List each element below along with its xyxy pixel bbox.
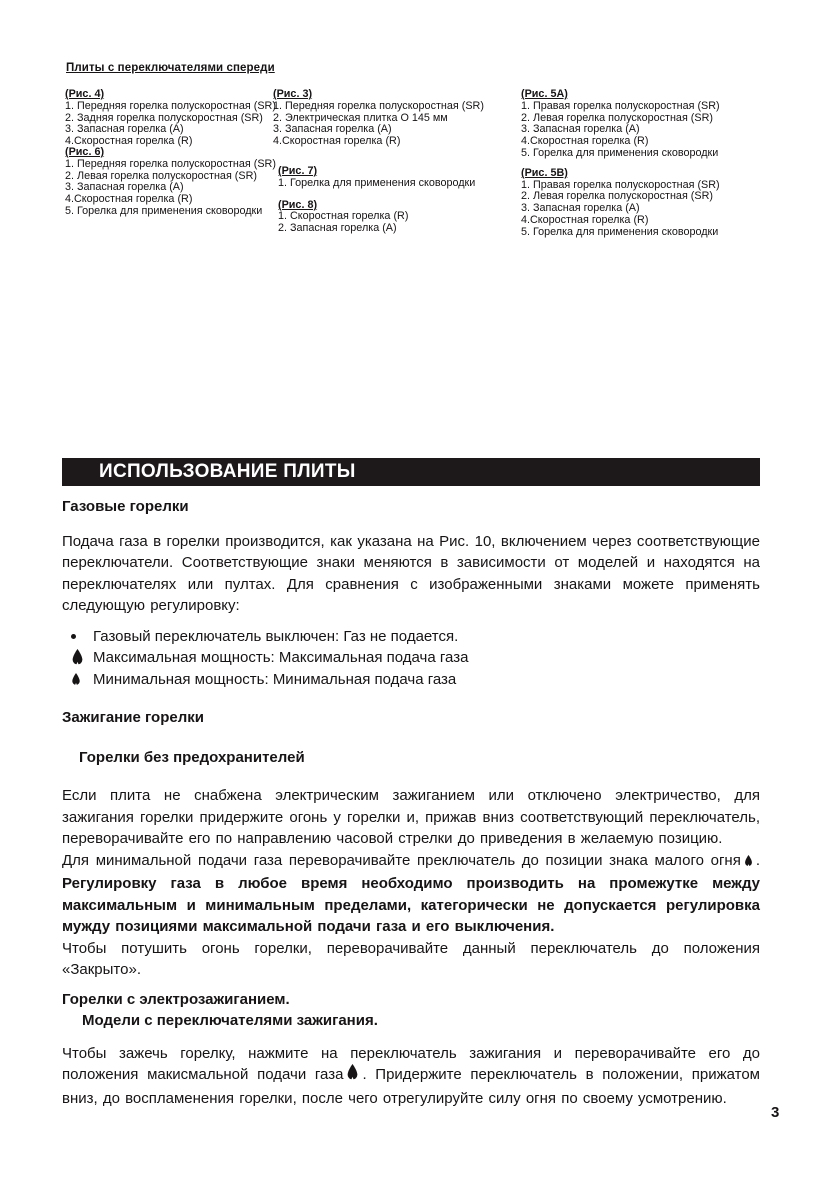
ignition-paragraph-2 [62,850,760,938]
legend-item: 1. Передняя горелка полускоростная (SR) [65,157,276,170]
dot-icon [62,634,93,639]
figure-label: (Рис. 7) [278,164,318,177]
legend-item: 5. Горелка для применения сковородки [65,204,263,217]
legend-item: 1. Горелка для применения сковородки [278,176,476,189]
flame-large-icon [62,649,93,666]
figure-group-fig7 [273,166,484,190]
body-section [62,458,760,1109]
list-item [62,626,760,648]
list-item [62,647,760,669]
gas-burners-heading: Газовые горелки [62,498,189,515]
legend-item: 4.Скоростная горелка (R) [65,193,193,206]
paragraph-text: Чтобы зажечь горелку, нажмите на переключатель зажигания и переворачивайте его до положения макисмальной подачи газа [62,1044,760,1083]
ignition-paragraph-1: Если плита не снабжена электрическим зажиганием или отключено электричество, для зажигания горелки придержите огонь у горелки и, прижав вниз соответствующий переключатель, переворачивайте его по направлению часовой стрелки до приведения в желаемую позицию. [62,787,760,847]
figure-label: (Рис. 4) [65,88,105,100]
figure-legend-column-2 [273,89,484,235]
figure-legend-column-1 [65,89,276,218]
legend-item: 5. Горелка для применения сковородки [521,225,719,238]
paragraph-text: . Придержите переключатель в положении, прижатом вниз, до воспламенения горелки, после чего отрегулируйте силу огня по своему усмотрению. [62,1066,760,1107]
figure-group-fig6 [65,147,276,218]
legend-item: 3. Запасная горелка (А) [521,123,640,136]
legend-item: 1. Скоростная горелка (R) [278,210,409,223]
page-number: 3 [771,1104,780,1121]
legend-item: 3. Запасная горелка (А) [65,123,184,136]
legend-item: 4.Скоростная горелка (R) [65,135,193,148]
legend-item: 1. Передняя горелка полускоростная (SR) [273,99,484,112]
legend-item: 1. Правая горелка полускоростная (SR) [521,178,720,191]
ignition-paragraph-3: Чтобы потушить огонь горелки, переворачивайте данный переключатель до положения «Закрыто». [62,939,760,978]
flame-small-icon [62,673,93,686]
figure-label: (Рис. 5B) [521,166,568,179]
legend-item: 2. Запасная горелка (А) [278,222,397,235]
figure-group-fig5b [521,168,720,239]
legend-item: 2. Левая горелка полускоростная (SR) [521,111,713,124]
ignition-heading: Зажигание горелки [62,709,204,726]
list-item [62,669,760,691]
figure-group-fig4 [65,89,276,148]
legend-item: 1. Передняя горелка полускоростная (SR) [65,99,276,112]
section-banner-title: ИСПОЛЬЗОВАНИЕ ПЛИТЫ [99,461,356,482]
figure-legend-column-3 [521,89,720,239]
legend-item: 3. Запасная горелка (А) [273,123,392,136]
flame-small-icon [744,852,753,874]
figure-label: (Рис. 8) [278,198,318,211]
legend-item: 3. Запасная горелка (А) [65,181,184,194]
gas-burners-intro: Подача газа в горелки производится, как указана на Рис. 10, включением через соответствующие переключатели. Соответствующие знаки меняются в зависимости от моделей и находятся на переключателях или пултах. Для сравнения с изображенными знаками можете применять следующую регулировку: [62,532,760,614]
knob-symbols-list [62,626,760,691]
electro-ignition-subheading: Модели с переключателями зажигания. [82,1012,378,1029]
figure-group-fig8 [273,200,484,235]
figure-group-fig5a [521,89,720,160]
list-item-text: Газовый переключатель выключен: Газ не подается. [93,627,459,645]
legend-item: 1. Правая горелка полускоростная (SR) [521,99,720,112]
figure-label: (Рис. 3) [273,88,313,100]
figure-label: (Рис. 5A) [521,88,568,100]
legend-item: 2. Задняя горелка полускоростная (SR) [65,111,263,124]
legend-item: 5. Горелка для применения сковородки [521,146,719,159]
legend-item: 4.Скоростная горелка (R) [521,135,649,148]
legend-item: 4.Скоростная горелка (R) [521,213,649,226]
paragraph-text: . [755,851,760,869]
legend-item: 3. Запасная горелка (А) [521,202,640,215]
figure-label: (Рис. 6) [65,145,105,158]
legend-item: 2. Электрическая плитка О 145 мм [273,111,448,124]
electro-ignition-heading: Горелки с электрозажиганием. [62,990,290,1008]
legend-item: 2. Левая горелка полускоростная (SR) [521,190,713,203]
figure-group-fig3 [273,89,484,148]
figures-section-heading: Плиты с переключателями спереди [66,62,275,74]
legend-item: 4.Скоростная горелка (R) [273,135,401,148]
list-item-text: Максимальная мощность: Максимальная подача газа [93,649,469,666]
section-banner [62,458,760,486]
ignition-subheading: Горелки без предохранителей [79,748,305,766]
legend-item: 2. Левая горелка полускоростная (SR) [65,169,257,182]
electro-ignition-paragraph [62,1043,760,1110]
paragraph-text: Для минимальной подачи газа переворачивайте преключатель до позиции знака малого огня [62,851,741,869]
list-item-text: Минимальная мощность: Минимальная подача газа [93,670,457,688]
flame-large-icon [346,1064,359,1088]
ignition-warning-bold: Регулировку газа в любое время необходимо производить на промежутке между максимальным и минимальным пределами, категорически не допускается регулировка мужду позициями максимальной подачи газа и его выключения. [62,875,760,935]
